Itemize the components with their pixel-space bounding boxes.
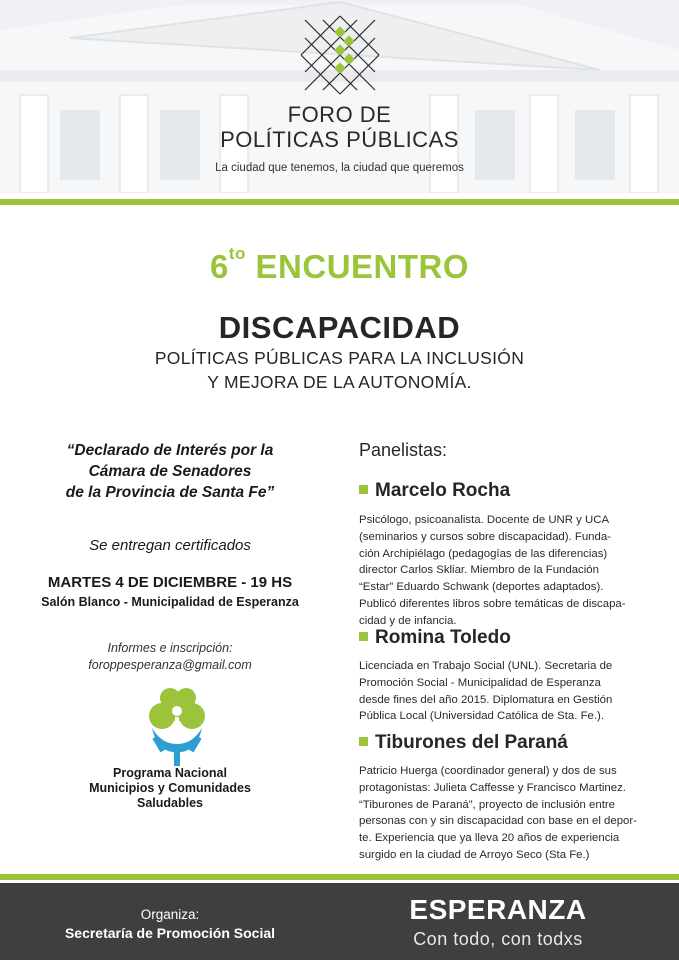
subtitle-line1: POLÍTICAS PÚBLICAS PARA LA INCLUSIÓN (154, 348, 525, 368)
registration-email[interactable]: foroppesperanza@gmail.com (88, 658, 252, 672)
program-line2: Municipios y Comunidades (89, 781, 251, 795)
registration-info (20, 640, 320, 674)
event-venue: Salón Blanco - Municipalidad de Esperanza (41, 595, 299, 609)
program-line1: Programa Nacional (113, 766, 227, 780)
program-tree-logo-icon (142, 686, 212, 768)
registration-label: Informes e inscripción: (107, 641, 233, 655)
bio-line: personas con y sin discapacidad con base en el depor- (359, 815, 637, 828)
encuentro-title (0, 244, 679, 286)
declaration-line1: “Declarado de Interés por la (66, 442, 274, 459)
bottom-green-band (0, 874, 679, 880)
foro-title-line1: FORO DE (287, 102, 392, 127)
declaration-line2: Cámara de Senadores (88, 463, 252, 480)
bullet-square-icon (359, 632, 368, 641)
panelist-bio (359, 763, 642, 864)
declaration-line3: de la Provincia de Santa Fe” (65, 484, 275, 501)
bio-line: ción Archipiélago (pedagogías de las diferencias) (359, 547, 608, 560)
certificates-note: Se entregan certificados (89, 537, 251, 554)
organizer-name: Secretaría de Promoción Social (64, 925, 276, 941)
header-hero (0, 0, 679, 193)
esperanza-tagline: Con todo, con todxs (413, 929, 583, 949)
bio-line: protagonistas: Julieta Caffesse y Francisco Martinez. (359, 781, 626, 794)
encuentro-number-suffix: to (228, 244, 246, 263)
panelist-name-text: Marcelo Rocha (375, 480, 511, 501)
panelists-heading: Panelistas: (359, 440, 448, 460)
subtitle-line2: Y MEJORA DE LA AUTONOMÍA. (207, 372, 472, 392)
panelist-name (359, 627, 642, 649)
bullet-square-icon (359, 737, 368, 746)
bio-line: director Carlos Skliar. Miembro de la Fundación (359, 564, 599, 577)
bio-line: surgido en la ciudad de Arroyo Seco (Sta Fe.) (359, 848, 590, 861)
bio-line: Psicólogo, psicoanalista. Docente de UNR y UCA (359, 514, 610, 526)
bio-line: Promoción Social - Municipalidad de Esperanza (359, 676, 601, 689)
esperanza-brand: ESPERANZA (409, 894, 587, 925)
bio-line: “Estar” Eduardo Schwank (deportes adaptados). (359, 581, 604, 594)
bullet-square-icon (359, 485, 368, 494)
bio-line: cidad y de infancia. (359, 614, 457, 627)
bio-line: Licenciada en Trabajo Social (UNL). Secretaria de (359, 660, 613, 672)
encuentro-label: ENCUENTRO (255, 248, 470, 285)
bio-line: Publicó diferentes libros sobre temáticas de discapa- (359, 597, 626, 610)
foro-title-line2: POLÍTICAS PÚBLICAS (220, 127, 459, 152)
program-name (20, 766, 320, 811)
encuentro-number: 6 (209, 248, 229, 285)
panelist-name-text: Tiburones del Paraná (375, 732, 568, 753)
bio-line: Pública Local (Universidad Católica de Sta. Fe.). (359, 710, 605, 723)
foro-tagline: La ciudad que tenemos, la ciudad que queremos (215, 162, 464, 174)
foro-logo-icon (299, 14, 381, 96)
panelist-name (359, 480, 642, 502)
organiza-label: Organiza: (140, 907, 200, 922)
bio-line: (seminarios y cursos sobre discapacidad). Funda- (359, 530, 611, 543)
bio-line: “Tiburones de Paraná”, proyecto de inclusión entre (359, 798, 616, 811)
panelist-name-text: Romina Toledo (375, 627, 511, 648)
bio-line: te. Experiencia que ya lleva 20 años de experiencia (359, 832, 620, 845)
panelist-bio (359, 658, 642, 725)
panelist-bio (359, 512, 642, 630)
bio-line: desde fines del año 2015. Diplomatura en Gestión (359, 693, 613, 706)
panelist-name (359, 732, 642, 754)
event-date: MARTES 4 DE DICIEMBRE - 19 HS (47, 574, 293, 591)
declaration (20, 440, 320, 503)
bio-line: Patricio Huerga (coordinador general) y dos de sus (359, 765, 617, 777)
topic-title: DISCAPACIDAD (218, 310, 461, 345)
top-green-band (0, 199, 679, 205)
program-line3: Saludables (137, 796, 203, 810)
